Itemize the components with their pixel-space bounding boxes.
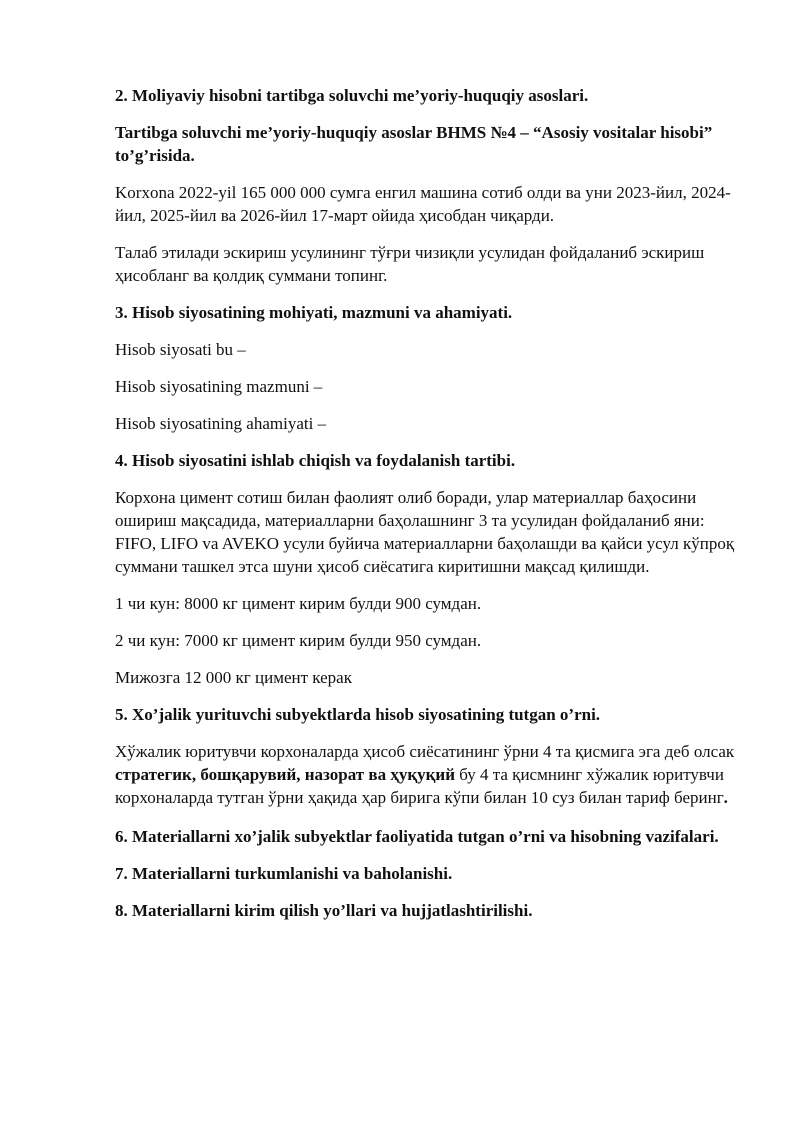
heading-3: 3. Hisob siyosatining mohiyati, mazmuni va ahamiyati. [115, 303, 513, 322]
subheading-bhms-4: Tartibga soluvchi me’yoriy-huquqiy asoslar BHMS №4 – “Asosiy vositalar hisobi” to’g’risida. [115, 123, 713, 165]
role-task-text-before: Хўжалик юритувчи корхоналарда ҳисоб сиёсатининг ўрни 4 та қисмига эга деб олсак [115, 742, 735, 761]
content-line: Hisob siyosatining mazmuni – [115, 377, 323, 396]
heading-2: 2. Moliyaviy hisobni tartibga soluvchi me’yoriy-huquqiy asoslari. [115, 86, 589, 105]
heading-6: 6. Materiallarni xo’jalik subyektlar faoliyatida tutgan o’rni va hisobning vazifalari. [115, 827, 719, 846]
role-task-bold-terms: стратегик, бошқарувий, назорат ва ҳуқуқий [115, 765, 455, 784]
day-2-line: 2 чи кун: 7000 кг цимент кирим булди 950 сумдан. [115, 631, 482, 650]
importance-line: Hisob siyosatining ahamiyati – [115, 414, 327, 433]
role-task-paragraph [115, 740, 740, 809]
role-task-tail: . [723, 788, 728, 807]
day-1-line: 1 чи кун: 8000 кг цимент кирим булди 900 сумдан. [115, 594, 482, 613]
definition-line: Hisob siyosati bu – [115, 340, 246, 359]
customer-need-line: Мижозга 12 000 кг цимент керак [115, 668, 352, 687]
heading-5: 5. Xo’jalik yurituvchi subyektlarda hisob siyosatining tutgan o’rni. [115, 705, 601, 724]
heading-8: 8. Materiallarni kirim qilish yo’llari va hujjatlashtirilishi. [115, 901, 533, 920]
task-requirement: Талаб этилади эскириш усулининг тўғри чизиқли усулидан фойдаланиб эскириш ҳисобланг ва қолдиқ суммани топинг. [115, 243, 705, 285]
heading-4: 4. Hisob siyosatini ishlab chiqish va foydalanish tartibi. [115, 451, 516, 470]
cement-task-paragraph: Корхона цимент сотиш билан фаолият олиб боради, улар материаллар баҳосини ошириш мақсадида, материалларни баҳолашнинг 3 та усулидан фойдаланиб яни: FIFO, LIFO va AVEKO усули буйича материалларни баҳолашди ва қайси усул кўпроқ суммани ташкел этса шуни ҳисоб сиёсатига киритишни мақсад қилишди. [115, 488, 735, 576]
task-paragraph: Korxona 2022-yil 165 000 000 сумга енгил машина сотиб олди ва уни 2023-йил, 2024-йил, 2025-йил ва 2026-йил 17-март ойида ҳисобдан чиқарди. [115, 183, 731, 225]
role-task-text-after: бу 4 та қисмнинг хўжалик юритувчи корхоналарда тутган ўрни ҳақида ҳар бирига кўпи билан 10 суз билан тариф беринг [115, 765, 724, 807]
document-page [115, 84, 740, 936]
heading-7: 7. Materiallarni turkumlanishi va baholanishi. [115, 864, 453, 883]
